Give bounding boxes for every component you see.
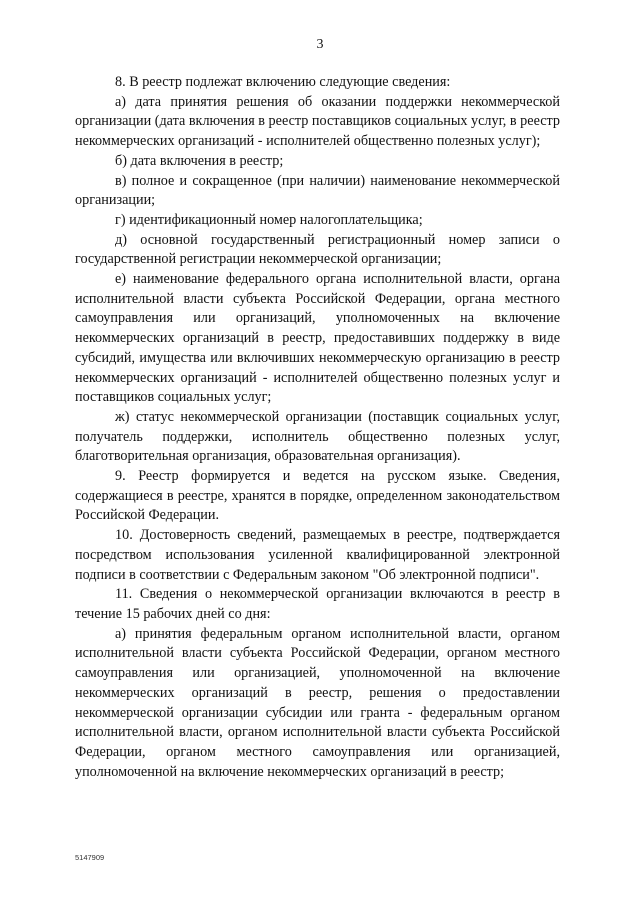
page-number: 3: [316, 37, 324, 52]
document-body: [75, 73, 560, 782]
paragraph-8d: д) основной государственный регистрационный номер записи о государственной регистрации некоммерческой организации;: [75, 231, 560, 268]
paragraph-8: 8. В реестр подлежат включению следующие сведения:: [115, 74, 451, 90]
document-code: 5147909: [75, 853, 105, 862]
paragraph-8a: а) дата принятия решения об оказании поддержки некоммерческой организации (дата включения в реестр поставщиков социальных услуг, в реестр некоммерческих организаций - исполнителей общественно полезных услуг);: [75, 93, 560, 150]
paragraph-10: 10. Достоверность сведений, размещаемых в реестре, подтверждается посредством использования усиленной квалифицированной электронной подписи в соответствии с Федеральным законом "Об электронной подписи".: [75, 527, 560, 583]
paragraph-9: 9. Реестр формируется и ведется на русском языке. Сведения, содержащиеся в реестре, хранятся в порядке, определенном законодательством Российской Федерации.: [75, 468, 560, 524]
paragraph-8zh: ж) статус некоммерческой организации (поставщик социальных услуг, получатель поддержки, исполнитель общественно полезных услуг, благотворительная организация, образовательная организация).: [75, 408, 560, 465]
paragraph-8b: б) дата включения в реестр;: [115, 152, 284, 169]
paragraph-11a: а) принятия федеральным органом исполнительной власти, органом исполнительной власти субъекта Российской Федерации, органом местного самоуправления или организацией, уполномоченной на включение некоммерческих организаций в реестр, решения о предоставлении некоммерческой организации субсидии или гранта - федеральным органом исполнительной власти, органом исполнительной власти субъекта Российской Федерации, органом местного самоуправления или организацией, уполномоченной на включение некоммерческих организаций в реестр;: [75, 625, 560, 780]
paragraph-8e: е) наименование федерального органа исполнительной власти, органа исполнительной власти субъекта Российской Федерации, органа местного самоуправления или организаций, уполномоченных на включение некоммерческих организаций в реестр, предоставивших поддержку в виде субсидий, имущества или включивших некоммерческую организацию в реестр некоммерческих организаций - исполнителей общественно полезных услуг и поставщиков социальных услуг;: [75, 271, 560, 406]
paragraph-8v: в) полное и сокращенное (при наличии) наименование некоммерческой организации;: [75, 172, 560, 209]
paragraph-8g: г) идентификационный номер налогоплательщика;: [115, 211, 423, 228]
paragraph-11: 11. Сведения о некоммерческой организации включаются в реестр в течение 15 рабочих дней со дня:: [75, 586, 560, 622]
